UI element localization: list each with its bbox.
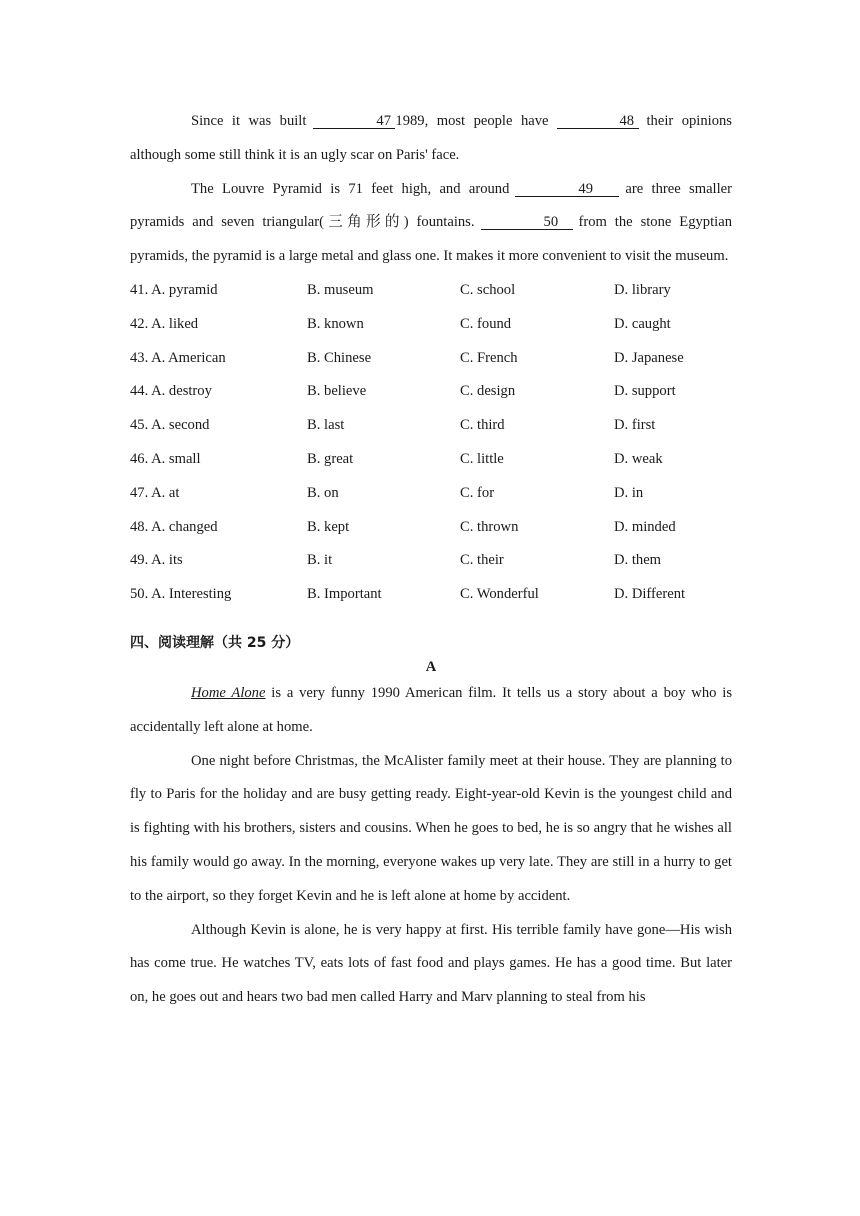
question-45 — [130, 409, 732, 443]
option-c: C. school — [460, 281, 516, 298]
option-b: B. Important — [307, 586, 382, 603]
passage-p1-rest: is a very funny 1990 American film. It tells us a story about a boy who is accidentally left alone at home. — [130, 684, 732, 735]
passage-paragraph-2: One night before Christmas, the McAlister family meet at their house. They are planning to fly to Paris for the holiday and are busy getting ready. Eight-year-old Kevin is the youngest child and is fighting with his brothers, sisters and cousins. When he goes to bed, he is so angry that he wishes all his family would go away. In the morning, everyone wakes up very late. They are still in a hurry to get to the airport, so they forget Kevin and he is left alone at home by accident. — [130, 752, 732, 904]
passage-letter: A — [425, 658, 437, 675]
option-b: B. known — [307, 315, 364, 332]
para1-text-a: Since it was built — [191, 113, 307, 129]
option-b: B. believe — [307, 383, 367, 400]
option-b: B. last — [307, 417, 345, 434]
option-d: D. first — [614, 417, 656, 434]
question-49 — [130, 544, 732, 578]
option-d: D. library — [614, 281, 671, 298]
option-a: 41. A. pyramid — [130, 281, 218, 298]
blank-47: 47 — [313, 114, 395, 129]
question-42 — [130, 308, 732, 342]
option-c: C. found — [460, 315, 512, 332]
option-d: D. in — [614, 484, 644, 501]
option-a: 48. A. changed — [130, 518, 218, 535]
option-d: D. caught — [614, 315, 671, 332]
option-b: B. great — [307, 450, 354, 467]
option-a: 49. A. its — [130, 552, 183, 569]
option-a: 43. A. American — [130, 349, 226, 366]
option-c: C. French — [460, 349, 518, 366]
option-c: C. for — [460, 484, 495, 501]
question-43 — [130, 342, 732, 376]
question-48 — [130, 511, 732, 545]
cloze-paragraph-2 — [130, 173, 732, 274]
option-a: 44. A. destroy — [130, 383, 212, 400]
option-b: B. kept — [307, 518, 350, 535]
question-44 — [130, 375, 732, 409]
options-list — [130, 274, 732, 612]
option-d: D. Japanese — [614, 349, 684, 366]
option-d: D. minded — [614, 518, 676, 535]
blank-49: 49 — [515, 182, 619, 197]
question-47 — [130, 477, 732, 511]
option-a: 47. A. at — [130, 484, 180, 501]
option-d: D. Different — [614, 586, 686, 603]
option-a: 46. A. small — [130, 450, 201, 467]
blank-50: 50 — [481, 215, 573, 230]
option-c: C. thrown — [460, 518, 519, 535]
passage-paragraph-3: Although Kevin is alone, he is very happy at first. His terrible family have gone—His wish has come true. He watches TV, eats lots of fast food and plays games. He has a good time. But later on, he goes out and hears two bad men called Harry and Marv planning to steal from his — [130, 921, 732, 1006]
option-c: C. design — [460, 383, 516, 400]
para2-text-c: from the stone Egyptian pyramids, the pyramid is a large metal and glass one. It makes it more convenient to visit the museum. — [130, 214, 732, 265]
option-c: C. little — [460, 450, 504, 467]
blank-48: 48 — [557, 114, 639, 129]
option-d: D. support — [614, 383, 676, 400]
option-d: D. them — [614, 552, 662, 569]
question-50 — [130, 578, 732, 612]
option-c: C. Wonderful — [460, 586, 539, 603]
option-b: B. it — [307, 552, 333, 569]
cloze-paragraph-1 — [130, 105, 732, 173]
section-heading: 四、阅读理解（共 25 分） — [130, 634, 300, 651]
question-41 — [130, 274, 732, 308]
option-c: C. their — [460, 552, 504, 569]
option-a: 42. A. liked — [130, 315, 199, 332]
page-content — [130, 105, 732, 1015]
option-d: D. weak — [614, 450, 663, 467]
option-b: B. museum — [307, 281, 374, 298]
option-c: C. third — [460, 417, 505, 434]
para1-text-c: their opinions although some still think it is an ugly scar on Paris' face. — [130, 113, 732, 163]
para2-text-a: The Louvre Pyramid is 71 feet high, and around — [191, 180, 510, 197]
para2-text-b: are three smaller pyramids and seven triangular(三角形的) fountains. — [130, 180, 733, 231]
option-a: 50. A. Interesting — [130, 586, 232, 603]
passage-paragraph-1 — [130, 677, 732, 745]
film-title: Home Alone — [191, 684, 266, 701]
para1-text-b: 1989, most people have — [395, 113, 549, 129]
question-46 — [130, 443, 732, 477]
option-a: 45. A. second — [130, 417, 210, 434]
option-b: B. Chinese — [307, 349, 372, 366]
option-b: B. on — [307, 484, 339, 501]
